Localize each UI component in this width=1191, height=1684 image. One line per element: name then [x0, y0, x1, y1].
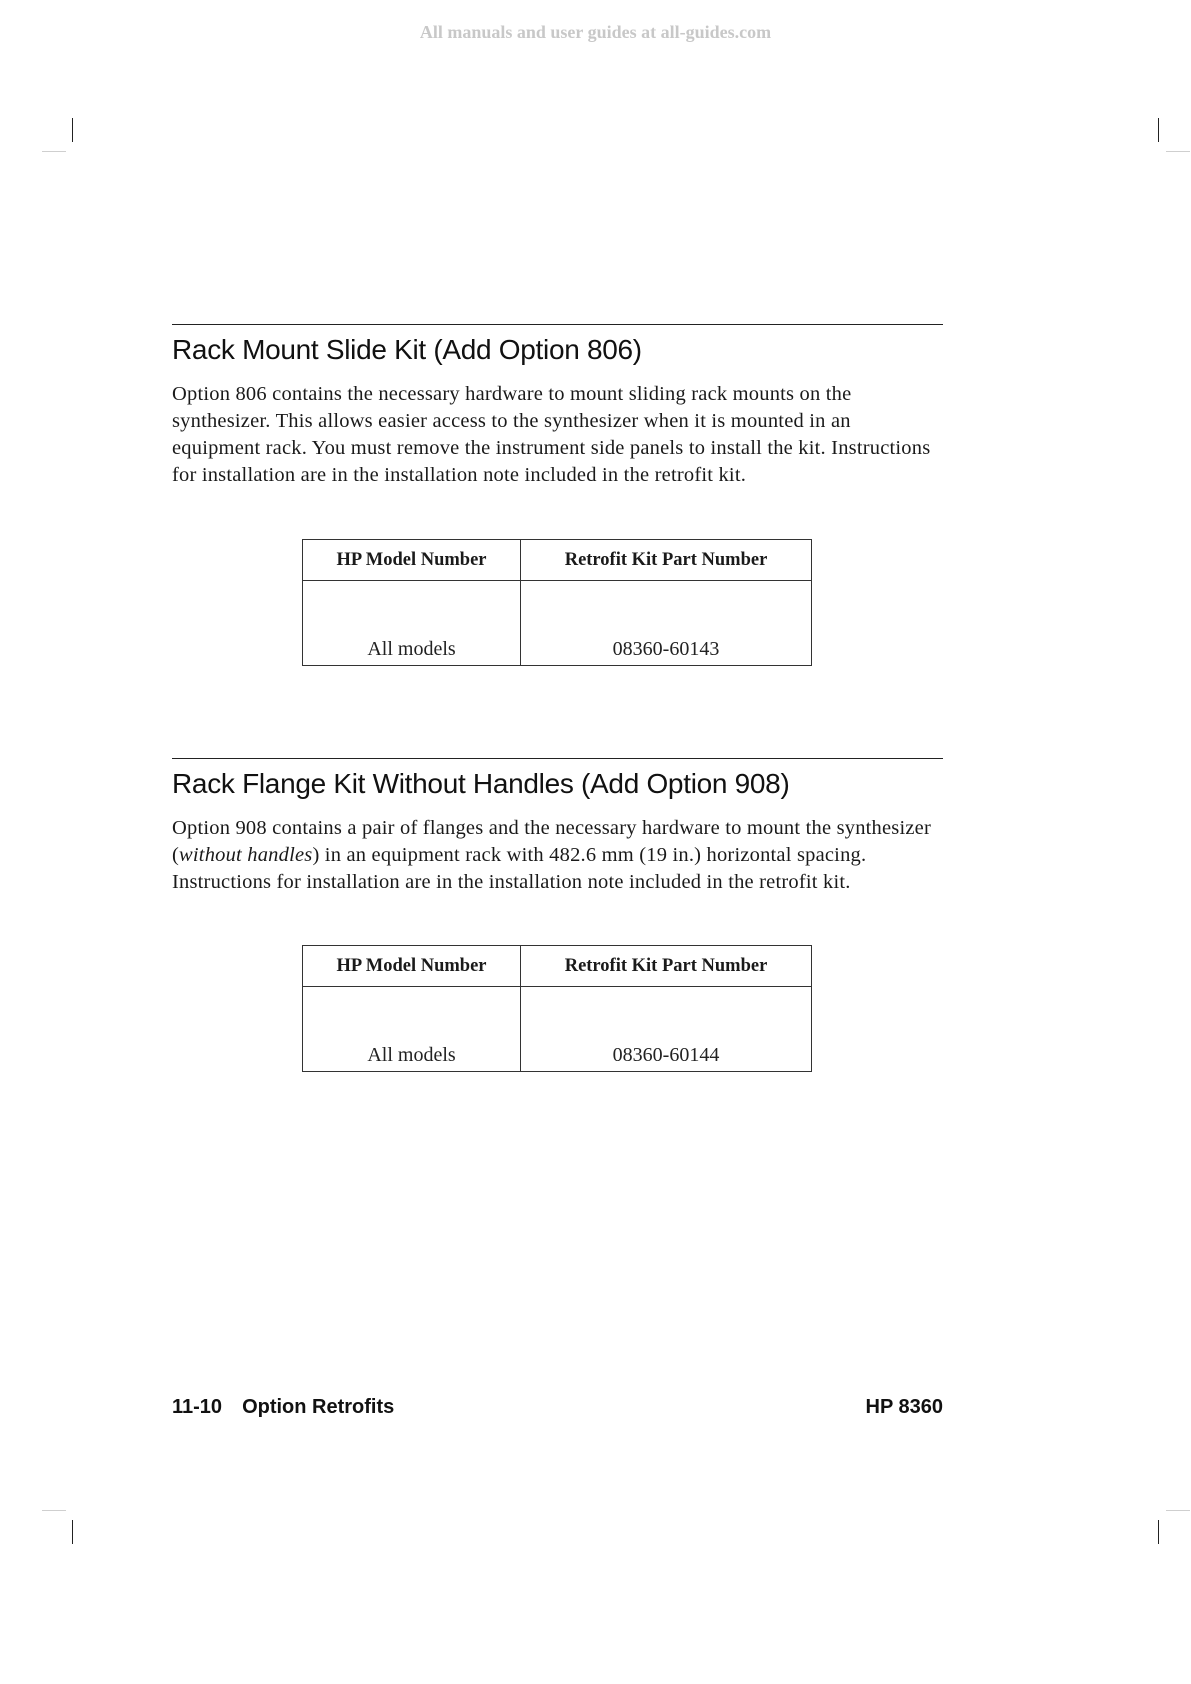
crop-mark-top-right-h [1166, 151, 1190, 152]
section-rule [172, 324, 943, 325]
body-text: ) in an equipment rack with 482.6 mm (19 in.) horizontal spacing. Instructions for installation are in the installation note included in the retrofit kit. [172, 844, 867, 893]
table-header-row [303, 946, 812, 987]
body-text: Option 908 contains a pair of flanges and the necessary hardware to mount the synthesizer ( [172, 817, 931, 866]
table-row [303, 581, 812, 666]
retrofit-kit-table-option-908 [302, 945, 812, 1072]
table-row [303, 987, 812, 1072]
section-title: Rack Flange Kit Without Handles (Add Option 908) [172, 768, 790, 799]
cell-model: All models [303, 987, 521, 1072]
section-body: Option 806 contains the necessary hardware to mount sliding rack mounts on the synthesizer. This allows easier access to the synthesizer when it is mounted in an equipment rack. You must remove the instrument side panels to install the kit. Instructions for installation are in the installation note included in the retrofit kit. [172, 383, 931, 486]
crop-mark-top-left-h [42, 151, 66, 152]
cell-part-number: 08360-60143 [521, 581, 812, 666]
table-header-row [303, 540, 812, 581]
product-name: HP 8360 [865, 1396, 943, 1418]
crop-mark-bottom-left-h [42, 1510, 66, 1511]
retrofit-kit-table-option-806 [302, 539, 812, 666]
header-part-number: Retrofit Kit Part Number [521, 540, 812, 581]
footer-left [172, 1396, 394, 1419]
header-model-number: HP Model Number [303, 946, 521, 987]
section-title: Rack Mount Slide Kit (Add Option 806) [172, 334, 642, 365]
cell-model: All models [303, 581, 521, 666]
crop-mark-bottom-right [1158, 1520, 1159, 1544]
cell-part-number: 08360-60144 [521, 987, 812, 1072]
header-model-number: HP Model Number [303, 540, 521, 581]
page-number: 11-10 [172, 1396, 223, 1418]
body-emphasis: without handles [179, 844, 313, 866]
watermark: All manuals and user guides at all-guides.com [419, 22, 772, 42]
header-part-number: Retrofit Kit Part Number [521, 946, 812, 987]
section-rack-flange-kit [172, 758, 943, 896]
chapter-title: Option Retrofits [242, 1396, 395, 1418]
section-body [172, 815, 943, 896]
crop-mark-bottom-left [72, 1520, 73, 1544]
section-rule [172, 758, 943, 759]
crop-mark-top-right [1158, 118, 1159, 142]
section-rack-mount-slide-kit [172, 324, 943, 489]
crop-mark-top-left [72, 118, 73, 142]
crop-mark-bottom-right-h [1166, 1510, 1190, 1511]
